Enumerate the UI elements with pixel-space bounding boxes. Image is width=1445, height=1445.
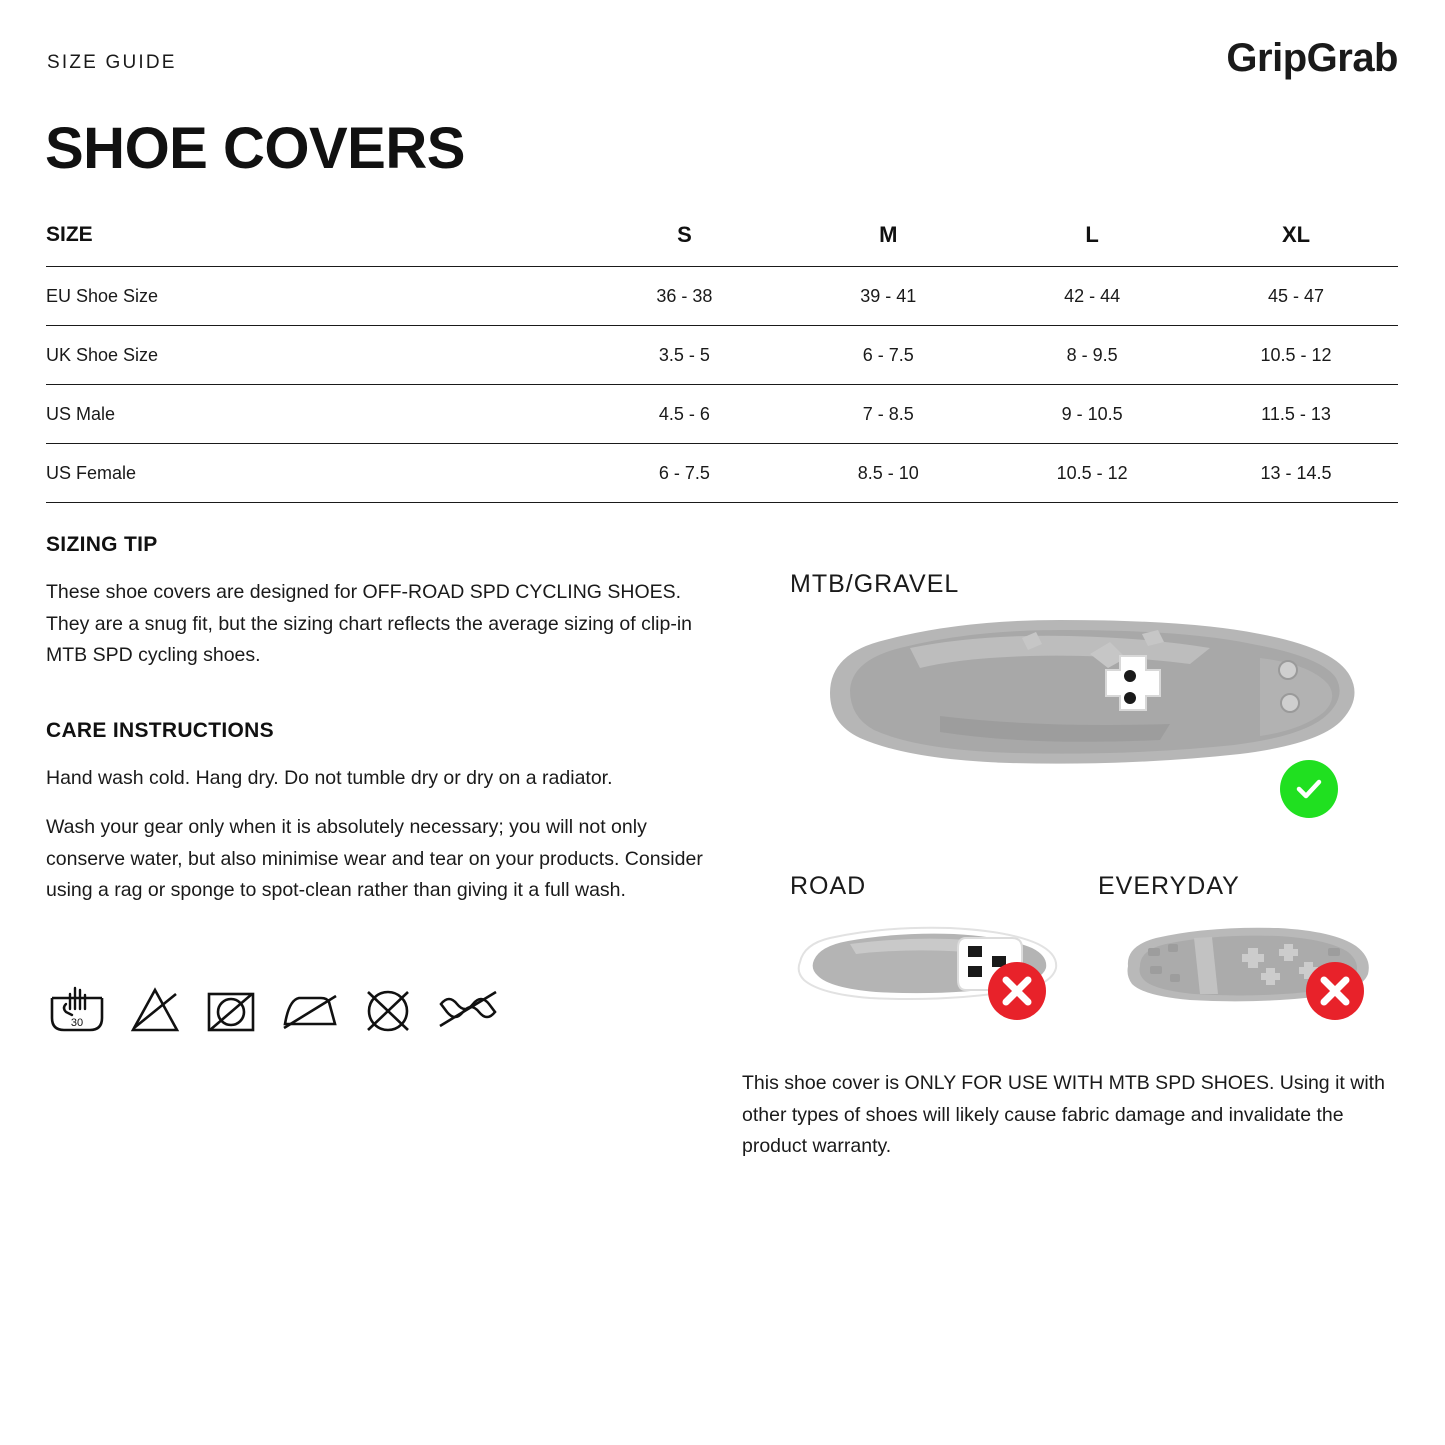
cell-l: 10.5 - 12 (990, 444, 1194, 503)
table-header-size: SIZE (46, 223, 93, 246)
svg-text:30: 30 (70, 1017, 84, 1029)
table-row (46, 385, 1398, 444)
left-content-column (46, 533, 706, 925)
size-table-body (46, 267, 1398, 503)
sizing-tip-text: These shoe covers are designed for OFF-ROAD SPD CYCLING SHOES. They are a snug fit, but the sizing chart reflects the average sizing of clip-in MTB SPD cycling shoes. (46, 581, 692, 667)
table-header-s: S (677, 222, 692, 247)
table-row (46, 444, 1398, 503)
cell-xl: 13 - 14.5 (1194, 444, 1398, 503)
mtb-shoe-sole-image (790, 598, 1380, 788)
cell-l: 9 - 10.5 (990, 385, 1194, 444)
cell-l: 42 - 44 (990, 267, 1194, 326)
everyday-compatibility-block (1098, 872, 1398, 1032)
brand-logo: GripGrab (1226, 36, 1398, 80)
compatible-check-badge (1280, 760, 1338, 818)
cell-l: 8 - 9.5 (990, 326, 1194, 385)
cell-xl: 45 - 47 (1194, 267, 1398, 326)
cell-m: 39 - 41 (786, 267, 990, 326)
compatibility-footnote: This shoe cover is ONLY FOR USE WITH MTB SPD SHOES. Using it with other types of shoes will likely cause fabric damage and invalidate the product warranty. (742, 1072, 1385, 1158)
everyday-label: EVERYDAY (1098, 872, 1240, 900)
table-header-l: L (1085, 222, 1099, 247)
size-table (46, 222, 1398, 503)
size-table-head (46, 222, 1398, 267)
row-label: UK Shoe Size (46, 326, 583, 385)
road-compatibility-block (790, 872, 1080, 1032)
road-label: ROAD (790, 872, 867, 900)
cell-xl: 11.5 - 13 (1194, 385, 1398, 444)
table-header-row (46, 222, 1398, 267)
do-not-wring-icon (435, 984, 501, 1036)
cell-s: 4.5 - 6 (583, 385, 787, 444)
care-paragraph-1: Hand wash cold. Hang dry. Do not tumble dry or dry on a radiator. (46, 766, 613, 789)
mtb-label: MTB/GRAVEL (790, 570, 960, 598)
care-symbols-row (48, 975, 518, 1045)
table-row (46, 326, 1398, 385)
cell-xl: 10.5 - 12 (1194, 326, 1398, 385)
do-not-bleach-icon (127, 984, 183, 1036)
cell-s: 36 - 38 (583, 267, 787, 326)
row-label: EU Shoe Size (46, 267, 583, 326)
table-row (46, 267, 1398, 326)
care-paragraph-2: Wash your gear only when it is absolutely necessary; you will not only conserve water, but also minimise wear and tear on your products. Consider using a rag or sponge to spot-clean rather than giving it a full wash. (46, 816, 703, 902)
mtb-compatibility-block (790, 570, 1400, 820)
sizing-tip-title: SIZING TIP (46, 533, 158, 556)
row-label: US Female (46, 444, 583, 503)
row-label: US Male (46, 385, 583, 444)
hand-wash-30-icon (48, 984, 106, 1036)
road-shoe-sole-image (790, 904, 1080, 1024)
check-icon (1292, 772, 1326, 806)
everyday-shoe-sole-image (1098, 904, 1398, 1024)
cell-s: 3.5 - 5 (583, 326, 787, 385)
do-not-tumble-dry-icon (204, 984, 258, 1036)
cell-m: 7 - 8.5 (786, 385, 990, 444)
table-header-xl: XL (1281, 222, 1311, 247)
table-header-m: M (879, 222, 898, 247)
cell-m: 6 - 7.5 (786, 326, 990, 385)
page-title: SHOE COVERS (45, 116, 465, 181)
do-not-dry-clean-icon (362, 984, 414, 1036)
do-not-iron-icon (279, 984, 341, 1036)
page-header (47, 36, 1398, 84)
care-instructions-title: CARE INSTRUCTIONS (46, 718, 274, 742)
kicker-label: SIZE GUIDE (47, 52, 177, 73)
cell-m: 8.5 - 10 (786, 444, 990, 503)
cell-s: 6 - 7.5 (583, 444, 787, 503)
